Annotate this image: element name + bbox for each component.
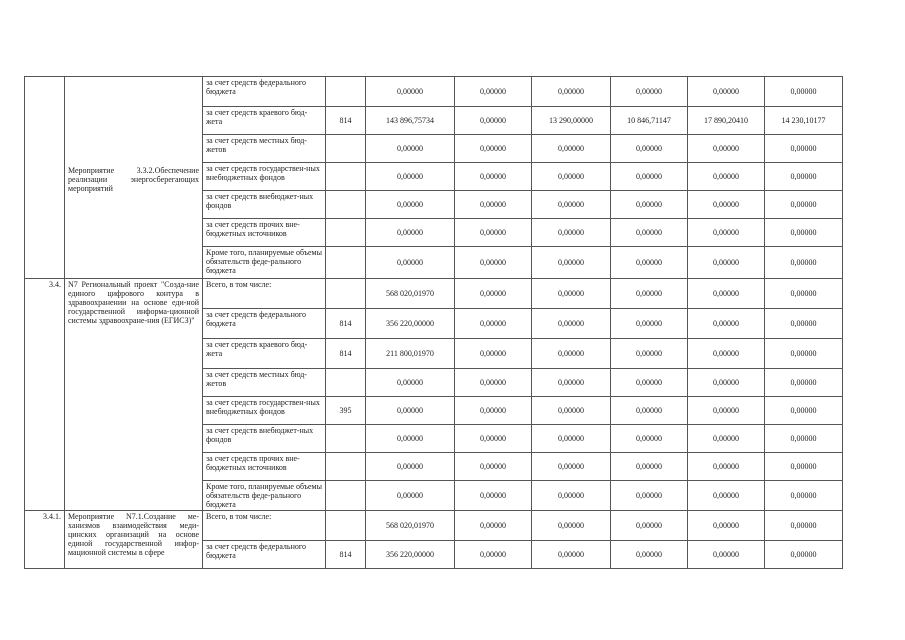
amount-cell: 0,00000: [765, 425, 843, 453]
amount-cell: 0,00000: [688, 339, 765, 369]
budget-code-cell: [326, 135, 366, 163]
funding-source-cell: за счет средств федерального бюджета: [203, 77, 326, 107]
amount-cell: 0,00000: [611, 279, 688, 309]
budget-code-cell: [326, 481, 366, 511]
item-name-cell: Мероприятие N7.1.Создание ме-ханизмов взаимодействия меди-цинских организаций на основе единой государственной инфор-мационной системы в сфере: [65, 511, 203, 569]
amount-cell: 0,00000: [366, 219, 455, 247]
item-number-cell: [25, 77, 65, 279]
amount-cell: 0,00000: [455, 369, 532, 397]
amount-cell: 0,00000: [688, 397, 765, 425]
amount-cell: 0,00000: [532, 369, 611, 397]
amount-cell: 0,00000: [611, 541, 688, 569]
amount-cell: 0,00000: [688, 369, 765, 397]
budget-code-cell: [326, 77, 366, 107]
funding-source-cell: Всего, в том числе:: [203, 511, 326, 541]
amount-cell: 0,00000: [532, 191, 611, 219]
amount-cell: 0,00000: [688, 541, 765, 569]
amount-cell: 0,00000: [455, 339, 532, 369]
amount-cell: 0,00000: [688, 191, 765, 219]
amount-cell: 0,00000: [611, 369, 688, 397]
funding-source-cell: за счет средств государствен-ных внебюджетных фондов: [203, 163, 326, 191]
amount-cell: 0,00000: [688, 247, 765, 279]
budget-code-cell: 395: [326, 397, 366, 425]
amount-cell: 0,00000: [765, 279, 843, 309]
amount-cell: 0,00000: [688, 481, 765, 511]
amount-cell: 0,00000: [532, 135, 611, 163]
budget-code-cell: 814: [326, 107, 366, 135]
amount-cell: 0,00000: [765, 77, 843, 107]
item-name-cell: Мероприятие 3.3.2.Обеспечение реализации энергосберегающих мероприятий: [65, 77, 203, 279]
amount-cell: 143 896,75734: [366, 107, 455, 135]
item-number-cell: 3.4.1.: [25, 511, 65, 569]
amount-cell: 0,00000: [455, 135, 532, 163]
funding-source-cell: за счет средств федерального бюджета: [203, 309, 326, 339]
amount-cell: 0,00000: [455, 163, 532, 191]
amount-cell: 0,00000: [366, 247, 455, 279]
amount-cell: 0,00000: [532, 481, 611, 511]
amount-cell: 0,00000: [688, 163, 765, 191]
amount-cell: 0,00000: [455, 397, 532, 425]
amount-cell: 0,00000: [765, 135, 843, 163]
amount-cell: 14 230,10177: [765, 107, 843, 135]
amount-cell: 0,00000: [688, 425, 765, 453]
amount-cell: 0,00000: [455, 219, 532, 247]
amount-cell: 0,00000: [611, 339, 688, 369]
funding-source-cell: за счет средств прочих вне-бюджетных источников: [203, 453, 326, 481]
amount-cell: 0,00000: [611, 191, 688, 219]
amount-cell: 0,00000: [765, 309, 843, 339]
amount-cell: 0,00000: [532, 453, 611, 481]
amount-cell: 0,00000: [611, 163, 688, 191]
amount-cell: 0,00000: [611, 309, 688, 339]
amount-cell: 0,00000: [611, 219, 688, 247]
amount-cell: 0,00000: [688, 453, 765, 481]
amount-cell: 0,00000: [455, 77, 532, 107]
funding-source-cell: за счет средств местных бюд-жетов: [203, 135, 326, 163]
amount-cell: 0,00000: [532, 541, 611, 569]
amount-cell: 0,00000: [532, 77, 611, 107]
amount-cell: 0,00000: [532, 339, 611, 369]
funding-source-cell: за счет средств краевого бюд-жета: [203, 107, 326, 135]
amount-cell: 0,00000: [455, 309, 532, 339]
amount-cell: 0,00000: [611, 453, 688, 481]
amount-cell: 0,00000: [765, 511, 843, 541]
amount-cell: 0,00000: [765, 339, 843, 369]
amount-cell: 0,00000: [765, 247, 843, 279]
amount-cell: 0,00000: [611, 511, 688, 541]
amount-cell: 0,00000: [455, 541, 532, 569]
budget-code-cell: [326, 219, 366, 247]
budget-code-cell: [326, 279, 366, 309]
amount-cell: 0,00000: [688, 219, 765, 247]
funding-source-cell: Всего, в том числе:: [203, 279, 326, 309]
amount-cell: 0,00000: [532, 511, 611, 541]
amount-cell: 0,00000: [366, 135, 455, 163]
amount-cell: 0,00000: [455, 191, 532, 219]
amount-cell: 0,00000: [611, 481, 688, 511]
amount-cell: 0,00000: [688, 77, 765, 107]
budget-code-cell: [326, 453, 366, 481]
budget-code-cell: [326, 425, 366, 453]
funding-source-cell: за счет средств местных бюд-жетов: [203, 369, 326, 397]
amount-cell: 0,00000: [765, 481, 843, 511]
amount-cell: 0,00000: [455, 247, 532, 279]
table-row: [25, 511, 843, 541]
funding-source-cell: за счет средств федерального бюджета: [203, 541, 326, 569]
budget-code-cell: [326, 369, 366, 397]
amount-cell: 0,00000: [688, 279, 765, 309]
amount-cell: 0,00000: [455, 511, 532, 541]
amount-cell: 0,00000: [765, 369, 843, 397]
amount-cell: 0,00000: [366, 397, 455, 425]
amount-cell: 0,00000: [366, 163, 455, 191]
amount-cell: 17 890,20410: [688, 107, 765, 135]
budget-code-cell: [326, 191, 366, 219]
amount-cell: 0,00000: [455, 453, 532, 481]
amount-cell: 0,00000: [455, 107, 532, 135]
amount-cell: 0,00000: [532, 163, 611, 191]
amount-cell: 13 290,00000: [532, 107, 611, 135]
amount-cell: 0,00000: [366, 77, 455, 107]
amount-cell: 568 020,01970: [366, 511, 455, 541]
budget-code-cell: [326, 247, 366, 279]
budget-code-cell: 814: [326, 339, 366, 369]
funding-source-cell: за счет средств внебюджет-ных фондов: [203, 191, 326, 219]
funding-source-cell: за счет средств прочих вне-бюджетных источников: [203, 219, 326, 247]
amount-cell: 0,00000: [532, 219, 611, 247]
amount-cell: 0,00000: [455, 425, 532, 453]
amount-cell: 0,00000: [366, 369, 455, 397]
amount-cell: 0,00000: [765, 219, 843, 247]
amount-cell: 0,00000: [765, 541, 843, 569]
amount-cell: 0,00000: [688, 309, 765, 339]
amount-cell: 0,00000: [611, 135, 688, 163]
amount-cell: 0,00000: [688, 511, 765, 541]
budget-code-cell: 814: [326, 541, 366, 569]
amount-cell: 211 800,01970: [366, 339, 455, 369]
amount-cell: 0,00000: [532, 247, 611, 279]
amount-cell: 0,00000: [688, 135, 765, 163]
amount-cell: 0,00000: [455, 279, 532, 309]
amount-cell: 0,00000: [765, 191, 843, 219]
budget-code-cell: [326, 511, 366, 541]
amount-cell: 0,00000: [532, 279, 611, 309]
amount-cell: 0,00000: [765, 397, 843, 425]
amount-cell: 568 020,01970: [366, 279, 455, 309]
funding-source-cell: за счет средств государствен-ных внебюджетных фондов: [203, 397, 326, 425]
funding-source-cell: за счет средств внебюджет-ных фондов: [203, 425, 326, 453]
amount-cell: 0,00000: [611, 77, 688, 107]
amount-cell: 0,00000: [366, 425, 455, 453]
amount-cell: 0,00000: [532, 397, 611, 425]
amount-cell: 10 846,71147: [611, 107, 688, 135]
amount-cell: 0,00000: [366, 481, 455, 511]
budget-table: [24, 76, 843, 569]
amount-cell: 356 220,00000: [366, 309, 455, 339]
amount-cell: 0,00000: [532, 309, 611, 339]
amount-cell: 0,00000: [611, 247, 688, 279]
amount-cell: 0,00000: [611, 397, 688, 425]
amount-cell: 0,00000: [765, 453, 843, 481]
item-number-cell: 3.4.: [25, 279, 65, 511]
funding-source-cell: Кроме того, планируемые объемы обязательств феде-рального бюджета: [203, 481, 326, 511]
amount-cell: 0,00000: [366, 191, 455, 219]
budget-code-cell: [326, 163, 366, 191]
amount-cell: 0,00000: [455, 481, 532, 511]
amount-cell: 0,00000: [765, 163, 843, 191]
item-name-cell: N7 Региональный проект "Созда-ние единого цифрового контура в здравоохранении на основе еди-ной государственной информа-ционной системы здравоохране-ния (ЕГИСЗ)": [65, 279, 203, 511]
budget-code-cell: 814: [326, 309, 366, 339]
amount-cell: 0,00000: [611, 425, 688, 453]
amount-cell: 0,00000: [532, 425, 611, 453]
amount-cell: 356 220,00000: [366, 541, 455, 569]
amount-cell: 0,00000: [366, 453, 455, 481]
table-row: [25, 279, 843, 309]
funding-source-cell: Кроме того, планируемые объемы обязательств феде-рального бюджета: [203, 247, 326, 279]
table-row: [25, 77, 843, 107]
funding-source-cell: за счет средств краевого бюд-жета: [203, 339, 326, 369]
